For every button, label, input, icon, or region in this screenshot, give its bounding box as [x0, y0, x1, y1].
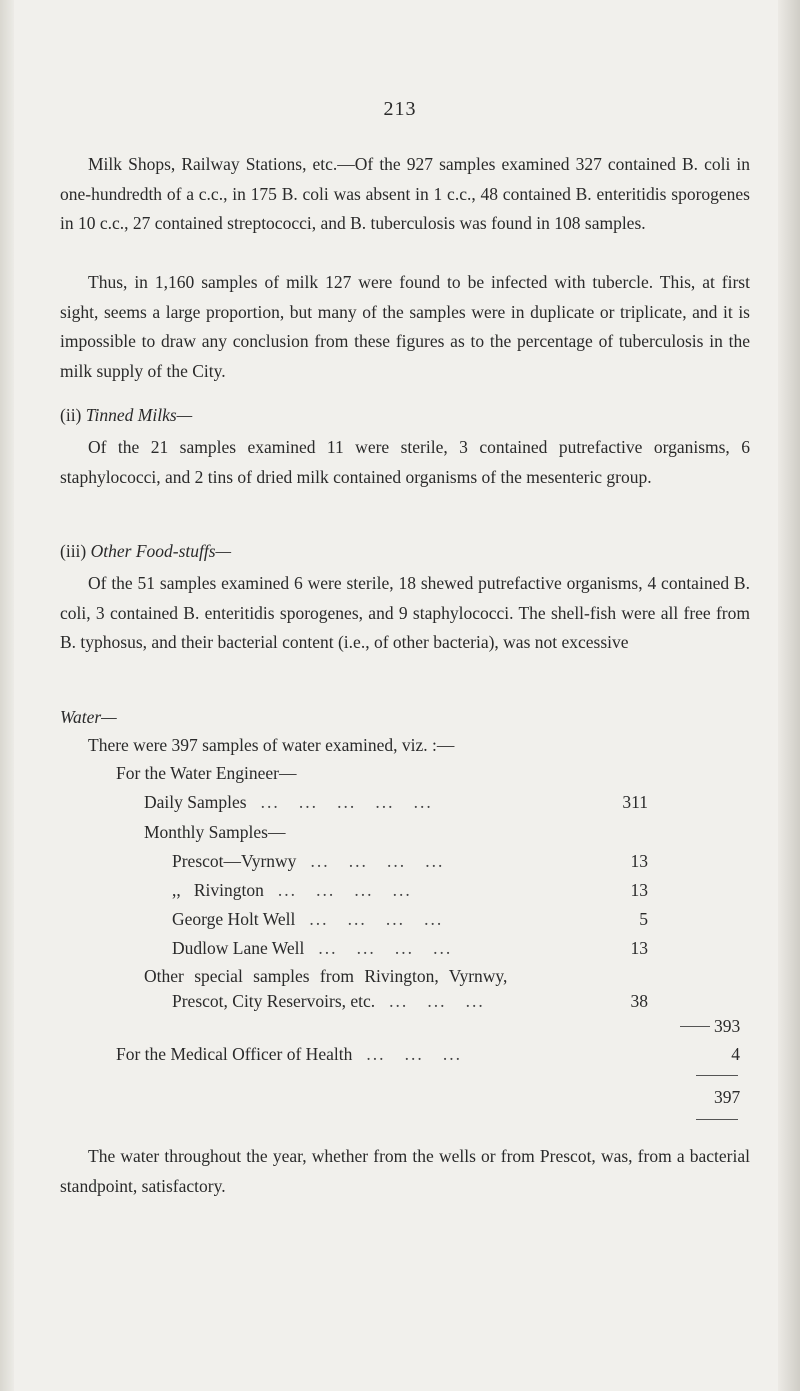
paragraph-milk-shops: Milk Shops, Railway Stations, etc.—Of the 927 samples examined 327 contained B. coli in one-hundredth of a c.c., in 175 B. coli was absent in 1 c.c., 48 contained B. enteritidis sporogenes in 10 c.c., 27 contained streptococci, and B. tuberculosis was found in 108 samples. [60, 154, 750, 233]
leader-dots: ... ... ... ... ... [260, 792, 433, 812]
section-numeral: (iii) [60, 541, 87, 561]
water-row [172, 909, 648, 930]
section-numeral: (ii) [60, 405, 82, 425]
leader-dots: ... ... ... ... [310, 851, 445, 871]
row-label: Dudlow Lane Well [172, 938, 305, 958]
leader-dots: ... ... ... [366, 1044, 462, 1064]
leader-dots: ... ... ... ... [309, 909, 444, 929]
row-value: 311 [622, 792, 648, 812]
leader-dots: ... ... ... ... [277, 880, 412, 900]
water-intro-text: There were 397 samples of water examined, viz. :— [88, 735, 455, 755]
total-rule-top [696, 1075, 738, 1076]
row-label: George Holt Well [172, 909, 296, 929]
subtotal [714, 1016, 740, 1037]
total [714, 1087, 740, 1108]
section-heading-water [60, 707, 117, 728]
monthly-label-text: Monthly Samples— [144, 822, 286, 842]
paragraph-conclusion: The water throughout the year, whether from the wells or from Prescot, was, from a bacterial standpoint, satisfactory. [60, 1146, 750, 1196]
row-label: Daily Samples [144, 792, 247, 812]
row-value: 38 [630, 991, 648, 1011]
water-row [172, 938, 648, 959]
daily-samples-row [144, 792, 648, 813]
row-value: 4 [731, 1044, 740, 1064]
subtotal-value: 393 [714, 1016, 741, 1036]
leader-dots: ... ... ... ... [318, 938, 453, 958]
paragraph-tubercle: Thus, in 1,160 samples of milk 127 were found to be infected with tubercle. This, at first sight, seems a large proportion, but many of the samples were in duplicate or triplicate, and it is impossible to draw any conclusion from these figures as to the percentage of tuberculosis in the milk supply of the City. [60, 272, 750, 381]
engineer-label [116, 763, 297, 784]
paragraph-other-foodstuffs: Of the 51 samples examined 6 were sterile, 18 shewed putrefactive organisms, 4 contained B. coli, 3 contained B. enteritidis sporogenes, and 9 staphylococci. The shell-fish were all free from B. typhosus, and their bacterial content (i.e., of other bacteria), was not excessive [60, 573, 750, 652]
engineer-label-text: For the Water Engineer— [116, 763, 297, 783]
monthly-label [144, 822, 285, 843]
total-value: 397 [714, 1087, 741, 1107]
leader-dots: ... ... ... [389, 991, 485, 1011]
other-samples-text: Other special samples from Rivington, Vyrnwy, [144, 966, 508, 986]
water-intro [88, 735, 454, 756]
row-value: 13 [630, 851, 648, 871]
water-row [172, 880, 648, 901]
row-value: 13 [630, 880, 648, 900]
row-label: Prescot—Vyrnwy [172, 851, 297, 871]
water-row [172, 851, 648, 872]
section-title: Tinned Milks— [85, 405, 193, 425]
section-title: Other Food-stuffs— [90, 541, 232, 561]
moh-row [116, 1044, 740, 1065]
section-title: Water— [60, 707, 117, 727]
page-number: 213 [383, 98, 417, 120]
row-label: ,, Rivington [172, 880, 264, 900]
row-value: 13 [630, 938, 648, 958]
paragraph-tinned-milks: Of the 21 samples examined 11 were sterile, 3 contained putrefactive organisms, 6 staphylococci, and 2 tins of dried milk contained organisms of the mesenteric group. [60, 437, 750, 487]
other-samples-line1 [144, 966, 507, 987]
subtotal-rule [680, 1026, 710, 1027]
section-heading-other-foodstuffs [60, 541, 231, 562]
page-edge-left [0, 0, 14, 1391]
row-label: Prescot, City Reservoirs, etc. [172, 991, 376, 1011]
row-label: For the Medical Officer of Health [116, 1044, 353, 1064]
total-rule-bottom [696, 1119, 738, 1120]
page-edge-right [778, 0, 800, 1391]
row-value: 5 [639, 909, 648, 929]
other-samples-line2 [172, 991, 648, 1012]
section-heading-tinned-milks [60, 405, 192, 426]
